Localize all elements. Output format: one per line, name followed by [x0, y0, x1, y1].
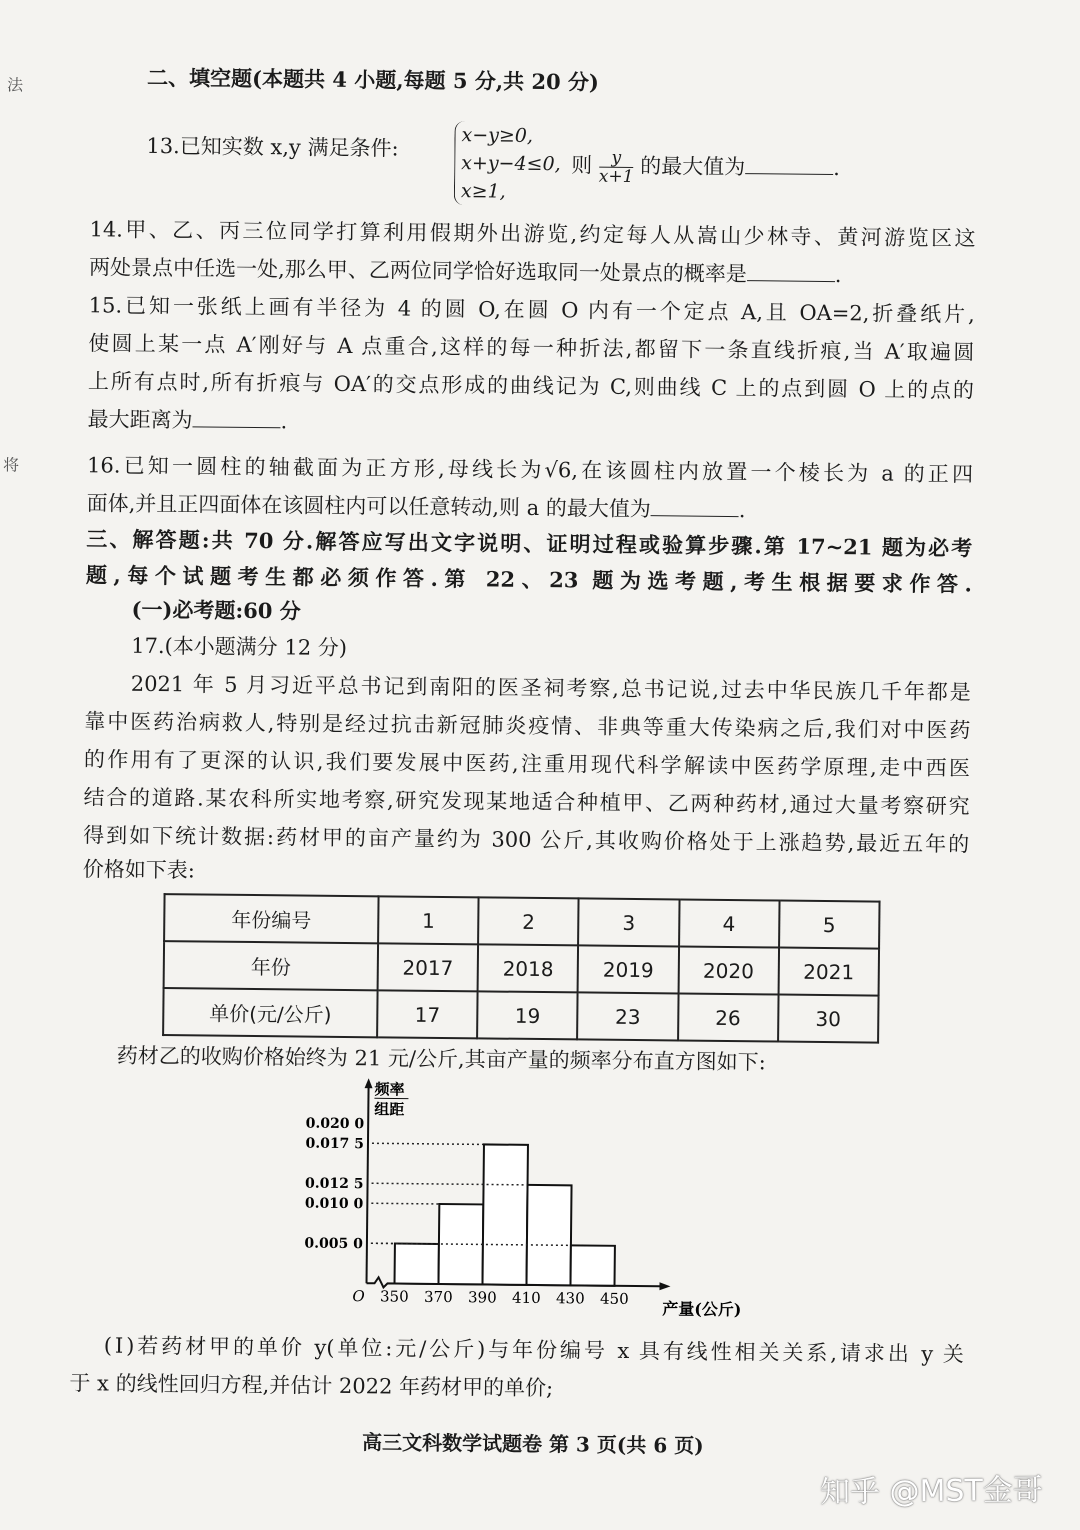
- q16-line: 16.已知一圆柱的轴截面为正方形,母线长为√6,在该圆柱内放置一个棱长为 a 的正四: [87, 451, 973, 488]
- table-cell: 1: [378, 896, 479, 944]
- y-label-numerator: 频率: [374, 1080, 404, 1098]
- y-tick-label: 0.005 0: [304, 1236, 363, 1253]
- y-tick-label: 0.012 5: [305, 1176, 364, 1193]
- section-2-title: 二、填空题(本题共 4 小题,每题 5 分,共 20 分): [147, 64, 599, 97]
- required-questions-heading: (一)必考题:60 分: [131, 596, 300, 626]
- y-axis: [367, 1084, 369, 1283]
- q13-then: 则: [571, 153, 592, 177]
- table-cell: 3: [578, 898, 679, 946]
- row-header: 单价(元/公斤): [163, 988, 377, 1037]
- table-cell: 2: [478, 897, 579, 945]
- page-footer: 高三文科数学试题卷 第 3 页(共 6 页): [0, 1422, 1073, 1462]
- period: .: [835, 263, 842, 287]
- answer-blank[interactable]: [192, 408, 280, 428]
- q15-text: 最大距离为: [87, 407, 192, 432]
- y-axis-arrow-icon: [365, 1078, 373, 1088]
- q17-heading: 17.(本小题满分 12 分): [131, 632, 347, 662]
- table-cell: 2020: [678, 946, 779, 994]
- x-tick-label: 350: [380, 1287, 409, 1305]
- gridline-dotted: [372, 1143, 484, 1144]
- table-cell: 30: [778, 995, 879, 1043]
- q17-line: 2021 年 5 月习近平总书记到南阳的医圣祠考察,总书记说,过去中华民族几千年都是: [131, 670, 971, 707]
- answer-blank[interactable]: [745, 155, 833, 175]
- section-3-line: 题,每个试题考生都必须作答.第 22、23 题为选考题,考生根据要求作答.: [86, 561, 972, 598]
- q13-tail: 的最大值为: [640, 154, 745, 179]
- watermark: 知乎 @MST金哥: [820, 1465, 1043, 1511]
- x-axis-label: 产量(公斤): [662, 1299, 741, 1319]
- table-cell: 2019: [578, 945, 679, 993]
- histogram-bar: [483, 1144, 528, 1284]
- margin-fragment: 法: [7, 72, 23, 95]
- q17-line: 价格如下表:: [83, 855, 195, 884]
- q17-line: 的作用有了更深的认识,我们要发展中医药,注重用现代科学解读中医药学原理,走中西医: [84, 745, 970, 782]
- q17-line: 结合的道路.某农科所实地考察,研究发现某地适合种植甲、乙两种药材,通过大量考察研究: [83, 783, 969, 820]
- q15-line: 使圆上某一点 A′刚好与 A 点重合,这样的每一种折法,都留下一条直线折痕,当 A′取遍圆: [88, 329, 974, 366]
- q13-fraction: [599, 149, 634, 186]
- histogram-bar: [527, 1185, 572, 1285]
- table-cell: 2017: [378, 943, 479, 991]
- x-tick-label: 390: [468, 1288, 497, 1306]
- q13-lead: 13.已知实数 x,y 满足条件:: [146, 132, 398, 163]
- histogram-bar: [395, 1244, 439, 1284]
- table-row: [164, 894, 879, 948]
- table-cell: 23: [577, 992, 678, 1040]
- y-tick-label: 0.017 5: [305, 1136, 364, 1153]
- q13-condition: x≥1,: [461, 177, 561, 206]
- period: .: [280, 409, 287, 433]
- q13-question: [571, 148, 840, 188]
- q14-text: 两处景点中任选一处,那么甲、乙两位同学恰好选取同一处景点的概率是: [89, 255, 747, 286]
- q16-text: 面体,并且正四面体在该圆柱内可以任意转动,则 a 的最大值为: [87, 491, 651, 521]
- answer-blank[interactable]: [747, 262, 835, 282]
- q17-line: 靠中医药治病救人,特别是经过抗击新冠肺炎疫情、非典等重大传染病之后,我们对中医药: [84, 707, 970, 744]
- frequency-histogram: [294, 1077, 796, 1322]
- y-tick-label: 0.020 0: [306, 1116, 365, 1133]
- q15-line: [87, 405, 287, 435]
- table-cell: 19: [477, 991, 578, 1039]
- q17-part1-line: 于 x 的线性回归方程,并估计 2022 年药材甲的单价;: [69, 1369, 553, 1402]
- q13-condition: x+y−4≤0,: [461, 149, 561, 178]
- table-cell: 26: [678, 993, 779, 1041]
- fraction-denominator: x+1: [599, 168, 634, 186]
- x-tick-label: 410: [512, 1289, 541, 1307]
- origin-label: O: [352, 1287, 365, 1305]
- q14-line: 14.甲、乙、丙三位同学打算利用假期外出游览,约定每人从嵩山少林寺、黄河游览区这: [89, 215, 975, 252]
- table-cell: 2018: [478, 944, 579, 992]
- x-tick-label: 370: [424, 1288, 453, 1306]
- period: .: [833, 156, 840, 180]
- price-table: [162, 893, 880, 1044]
- table-cell: 17: [377, 990, 478, 1038]
- table-row: [164, 941, 879, 995]
- q15-line: 上所有点时,所有折痕与 OA′的交点形成的曲线记为 C,则曲线 C 上的点到圆 O 上的点的: [88, 367, 974, 404]
- q13-condition: x−y≥0,: [461, 121, 561, 150]
- fraction-numerator: y: [599, 149, 634, 168]
- q16-line: [87, 489, 746, 524]
- q17-line: 得到如下统计数据:药材甲的亩产量约为 300 公斤,其收购价格处于上涨趋势,最近五年的: [83, 821, 969, 858]
- x-axis-arrow-icon: [659, 1282, 670, 1290]
- q15-line: 15.已知一张纸上画有半径为 4 的圆 O,在圆 O 内有一个定点 A,且 OA=2,折叠纸片,: [89, 291, 975, 328]
- q13-constraint-system: [454, 121, 561, 206]
- answer-blank[interactable]: [651, 497, 739, 517]
- row-header: 年份编号: [164, 894, 378, 943]
- x-tick-label: 430: [556, 1289, 585, 1307]
- y-label-denominator: 组距: [374, 1100, 404, 1118]
- table-cell: 4: [679, 899, 780, 947]
- gridline-dotted: [371, 1203, 439, 1204]
- margin-fragment: 将: [3, 452, 19, 475]
- histogram-bar: [571, 1245, 615, 1285]
- period: .: [739, 498, 746, 522]
- q17-part1-line: (Ⅰ)若药材甲的单价 y(单位:元/公斤)与年份编号 x 具有线性相关关系,请求出 y 关: [104, 1331, 964, 1368]
- table-cell: 5: [779, 901, 880, 949]
- q17-after-table: 药材乙的收购价格始终为 21 元/公斤,其亩产量的频率分布直方图如下:: [117, 1042, 766, 1077]
- table-cell: 2021: [778, 948, 879, 996]
- row-header: 年份: [164, 941, 378, 990]
- x-tick-label: 450: [600, 1290, 629, 1308]
- q14-line: [89, 253, 842, 289]
- table-row: [163, 988, 878, 1042]
- y-tick-label: 0.010 0: [305, 1196, 364, 1213]
- section-3-title: 三、解答题:共 70 分.解答应写出文字说明、证明过程或验算步骤.第 17~21 题为必考: [86, 525, 972, 562]
